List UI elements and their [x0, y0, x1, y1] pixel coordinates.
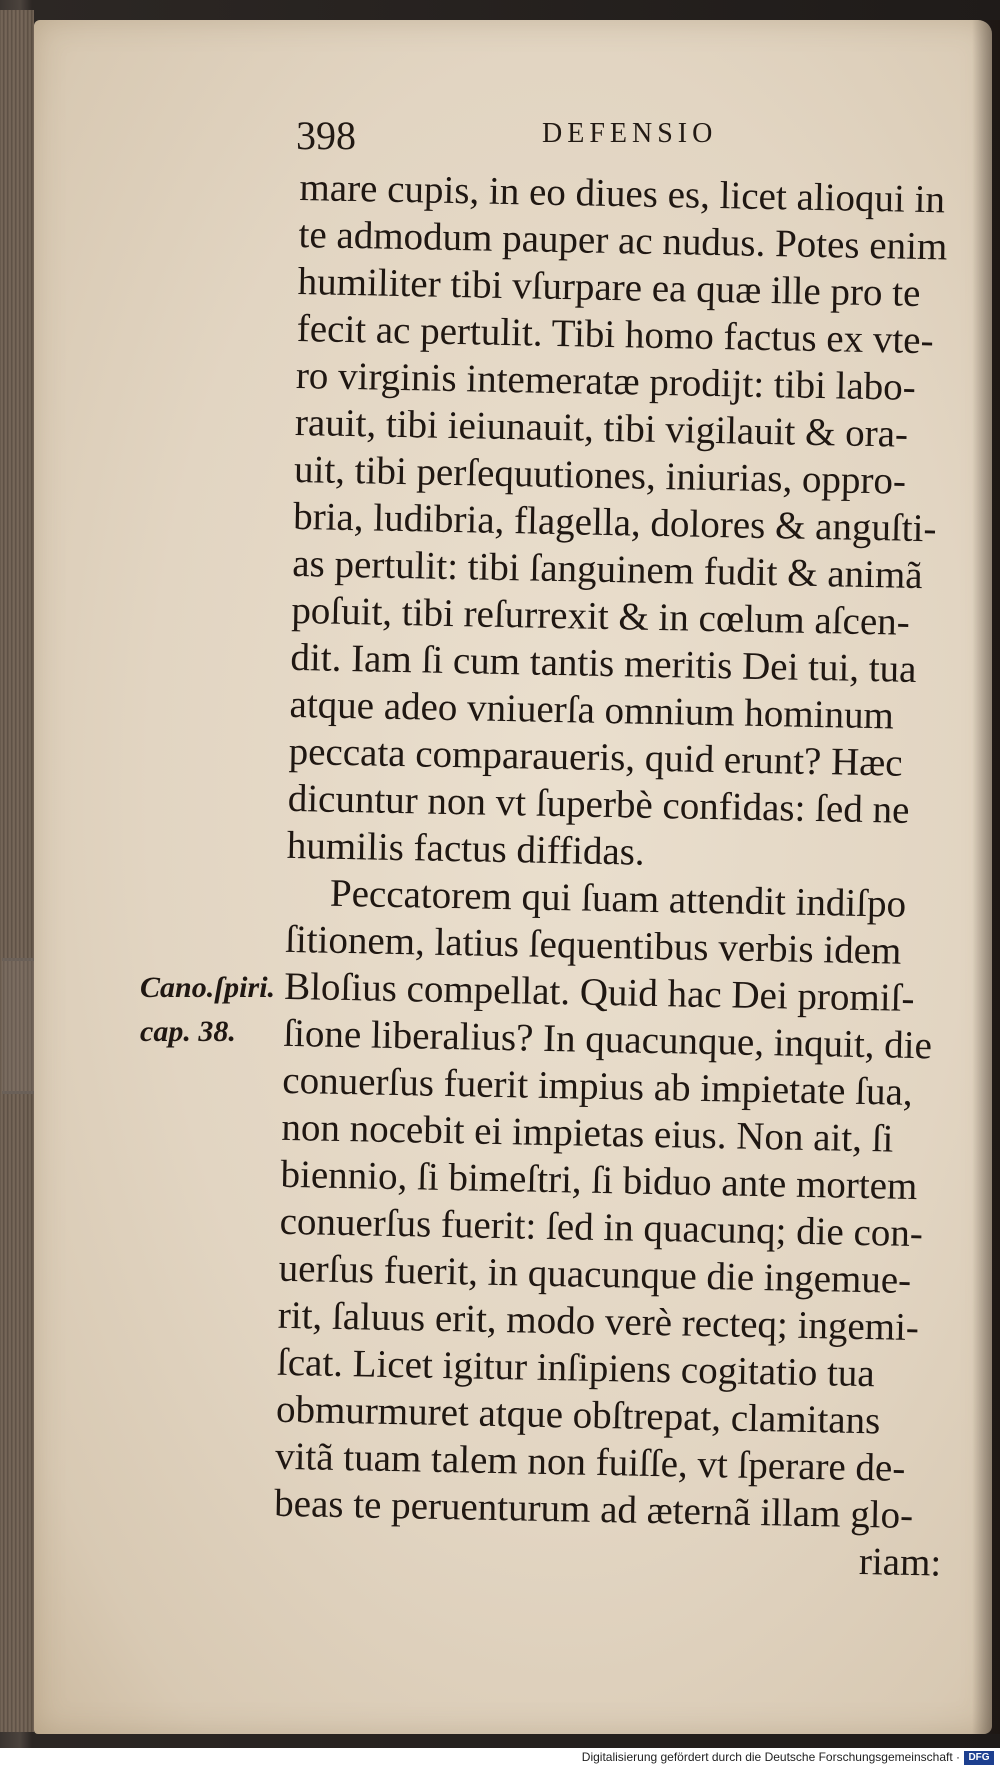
text-line: bria, ludibria, flagella, dolores & anguſti- — [292, 494, 937, 551]
page-edges — [0, 10, 34, 1732]
marginal-note-line: Cano.ſpiri. — [140, 971, 276, 1004]
text-line: dicuntur non vt ſuperbè confidas: ſed ne — [287, 776, 910, 832]
text-line: humilis factus diffidas. — [286, 823, 646, 874]
text-line: as pertulit: tibi ſanguinem fudit & animã — [291, 541, 924, 598]
text-line: uerſus fuerit, in quacunque die ingemue- — [278, 1246, 912, 1302]
text-line: ſione liberalius? In quacunque, inquit, die — [282, 1011, 933, 1068]
digitization-footer — [0, 1748, 1000, 1769]
text-line: uit, tibi perſequutiones, iniurias, oppro- — [293, 447, 907, 503]
text-line: obmurmuret atque obſtrepat, clamitans — [275, 1387, 881, 1443]
text-line: te admodum pauper ac nudus. Potes enim — [298, 212, 948, 269]
text-line: conuerſus fuerit impius ab impietate ſua, — [281, 1058, 914, 1114]
text-line: ſitionem, latius ſequentibus verbis idem — [284, 917, 902, 973]
text-line: dit. Iam ſi cum tantis meritis Dei tui, tua — [290, 635, 917, 691]
text-line: vitã tuam talem non fuiſſe, vt ſperare de- — [274, 1434, 906, 1490]
marginal-note-line: cap. 38. — [140, 1015, 236, 1048]
text-line: poſuit, tibi reſurrexit & in cœlum aſcen- — [291, 588, 911, 644]
text-line: non nocebit ei impietas eius. Non ait, ſi — [281, 1105, 894, 1161]
text-line: humiliter tibi vſurpare ea quæ ille pro te — [297, 259, 921, 315]
text-line: ro virginis intemeratæ prodijt: tibi labo- — [295, 353, 917, 409]
catchword: riam: — [858, 1539, 942, 1585]
page-number: 398 — [296, 113, 356, 158]
text-line: mare cupis, in eo diues es, licet alioqui in — [299, 165, 946, 222]
paragraph-start-line: Peccatorem qui ſuam attendit indiſpo — [329, 871, 907, 926]
text-line: rauit, tibi ieiunauit, tibi vigilauit & ora- — [294, 400, 909, 456]
text-line: fecit ac pertulit. Tibi homo factus ex vte- — [296, 306, 934, 363]
text-line: beas te peruenturum ad æternã illam glo- — [273, 1481, 914, 1538]
text-line: peccata comparaueris, quid erunt? Hæc — [288, 729, 903, 785]
running-title: DEFENSIO — [542, 118, 718, 149]
text-line: rit, ſaluus erit, modo verè recteq; ingemi- — [277, 1293, 920, 1350]
page-header — [296, 112, 756, 162]
text-line: Bloſius compellat. Quid hac Dei promiſ- — [283, 964, 915, 1020]
body-text — [273, 164, 990, 1587]
text-line: ſcat. Licet igitur inſipiens cogitatio tua — [276, 1340, 876, 1396]
text-line: biennio, ſi bimeſtri, ſi biduo ante mortem — [280, 1152, 918, 1209]
text-line: atque adeo vniuerſa omnium hominum — [289, 682, 895, 738]
dfg-logo: DFG — [964, 1751, 994, 1765]
funding-credit: Digitalisierung gefördert durch die Deutsche Forschungsgemeinschaft · — [581, 1750, 960, 1764]
marginal-note — [140, 966, 300, 1054]
text-line: conuerſus fuerit: ſed in quacunq; die con- — [279, 1199, 924, 1256]
